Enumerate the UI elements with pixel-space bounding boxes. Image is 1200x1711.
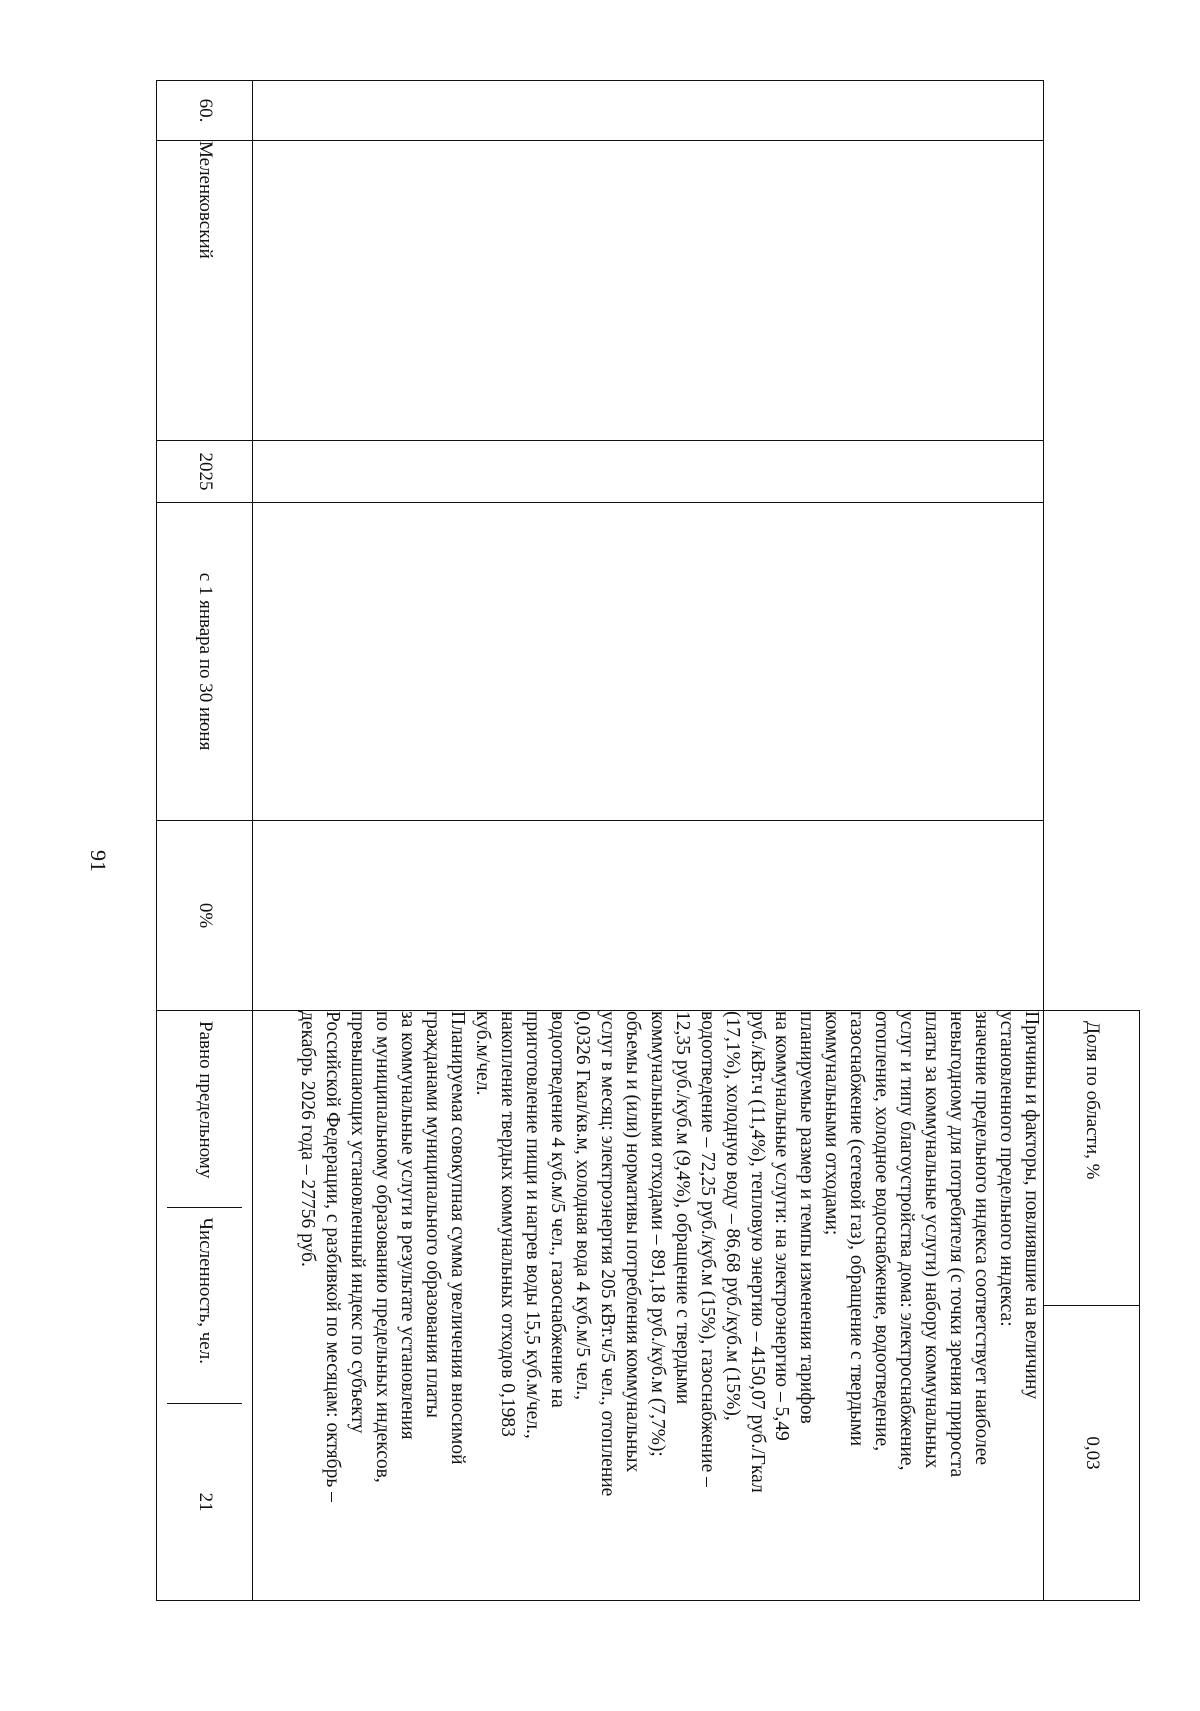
description-line: значение предельного индекса соответствует наиболее: [971, 1011, 993, 1466]
index-table: [156, 80, 1140, 1601]
description-line: установленного предельного индекса:: [996, 1011, 1018, 1327]
description-line: (17,1%), холодную воду – 86,68 руб./куб.м (15%),: [721, 1011, 743, 1421]
row-year: 2025: [157, 441, 253, 503]
description-cell: [253, 1011, 1044, 1601]
description-line: Причины и факторы, повлиявшие на величину: [1021, 1011, 1042, 1400]
body-empty-percent: [253, 821, 1044, 1011]
description-line: куб.м/чел.: [472, 1011, 494, 1096]
description-line: 0,0326 Гкал/кв.м, холодная вода 4 куб.м/5 чел.,: [571, 1011, 593, 1401]
description-line: газоснабжение (сетевой газ), обращение с твердыми: [846, 1011, 868, 1447]
body-empty-year: [253, 441, 1044, 503]
body-empty-period: [253, 503, 1044, 821]
description-text: [294, 1011, 1043, 1600]
description-line: приготовление пищи и нагрев воды 15,5 куб.м/чел.,: [521, 1011, 543, 1439]
description-line: услуг и типу благоустройства дома: электроснабжение,: [896, 1011, 918, 1471]
population-value: 21: [167, 1403, 242, 1600]
description-line: Планируемая совокупная сумма увеличения вносимой: [447, 1011, 469, 1465]
description-line: коммунальными отходами;: [821, 1011, 843, 1236]
empty-header-pct: [1044, 821, 1140, 1011]
description-line: коммунальными отходами – 891,18 руб./куб.м (7,7%);: [646, 1011, 668, 1457]
description-line: водоотведение 4 куб.м/5 чел., газоснабжение на: [546, 1011, 568, 1408]
description-line: услуг в месяц: электроэнергия 205 кВт.ч/5 чел., отопление: [596, 1011, 618, 1497]
description-line: на коммунальные услуги: на электроэнергию – 5,49: [771, 1011, 793, 1441]
description-line: по муниципальному образованию предельных индексов,: [372, 1011, 394, 1483]
description-line: Российской Федерации, с разбивкой по месяцам: октябрь –: [322, 1011, 344, 1502]
row-percent: 0%: [157, 821, 253, 1011]
description-line: 12,35 руб./куб.м (9,4%), обращение с твердыми: [671, 1011, 693, 1405]
body-empty-name: [253, 141, 1044, 441]
description-line: накопление твердых коммунальных отходов 0,1983: [496, 1011, 518, 1437]
description-line: за коммунальные услуги в результате установления: [397, 1011, 419, 1440]
description-line: невыгодному для потребителя (с точки зрения прироста: [946, 1011, 968, 1478]
description-line: отопление, холодное водоснабжение, водоотведение,: [871, 1011, 893, 1452]
row-number: 60.: [157, 81, 253, 141]
equal-population-cell: [157, 1011, 253, 1601]
share-label: Доля по области, %: [1081, 1021, 1103, 1180]
share-header-cell: [1044, 1011, 1140, 1601]
description-line: декабрь 2026 года – 27756 руб.: [297, 1011, 319, 1267]
page-number: 91: [86, 850, 111, 872]
description-line: платы за коммунальные услуги) набору коммунальных: [921, 1011, 943, 1469]
row-period: с 1 январа по 30 июня: [157, 503, 253, 821]
description-line: планируемые размер и темпы изменения тарифов: [796, 1011, 818, 1424]
description-line: руб./кВт.ч (11,4%), тепловую энергию – 4150,07 руб./Гкал: [746, 1011, 768, 1493]
body-empty-num: [253, 81, 1044, 141]
empty-header-space: [1044, 81, 1140, 821]
tariff-table: [180, 80, 1140, 1600]
population-label: Численность, чел.: [167, 1207, 242, 1404]
description-line: превышающих установленный индекс по субъекту: [347, 1011, 369, 1434]
municipality-name: Меленковский: [157, 141, 253, 441]
description-line: гражданами муниципального образования платы: [422, 1011, 444, 1418]
equal-label: Равно предельному: [194, 1021, 216, 1179]
description-line: водоотведение – 72,25 руб./куб.м (15%), газоснабжение –: [696, 1011, 718, 1487]
description-line: объемы и (или) нормативы потребления коммунальных: [621, 1011, 643, 1473]
share-value: 0,03: [1044, 1305, 1139, 1600]
